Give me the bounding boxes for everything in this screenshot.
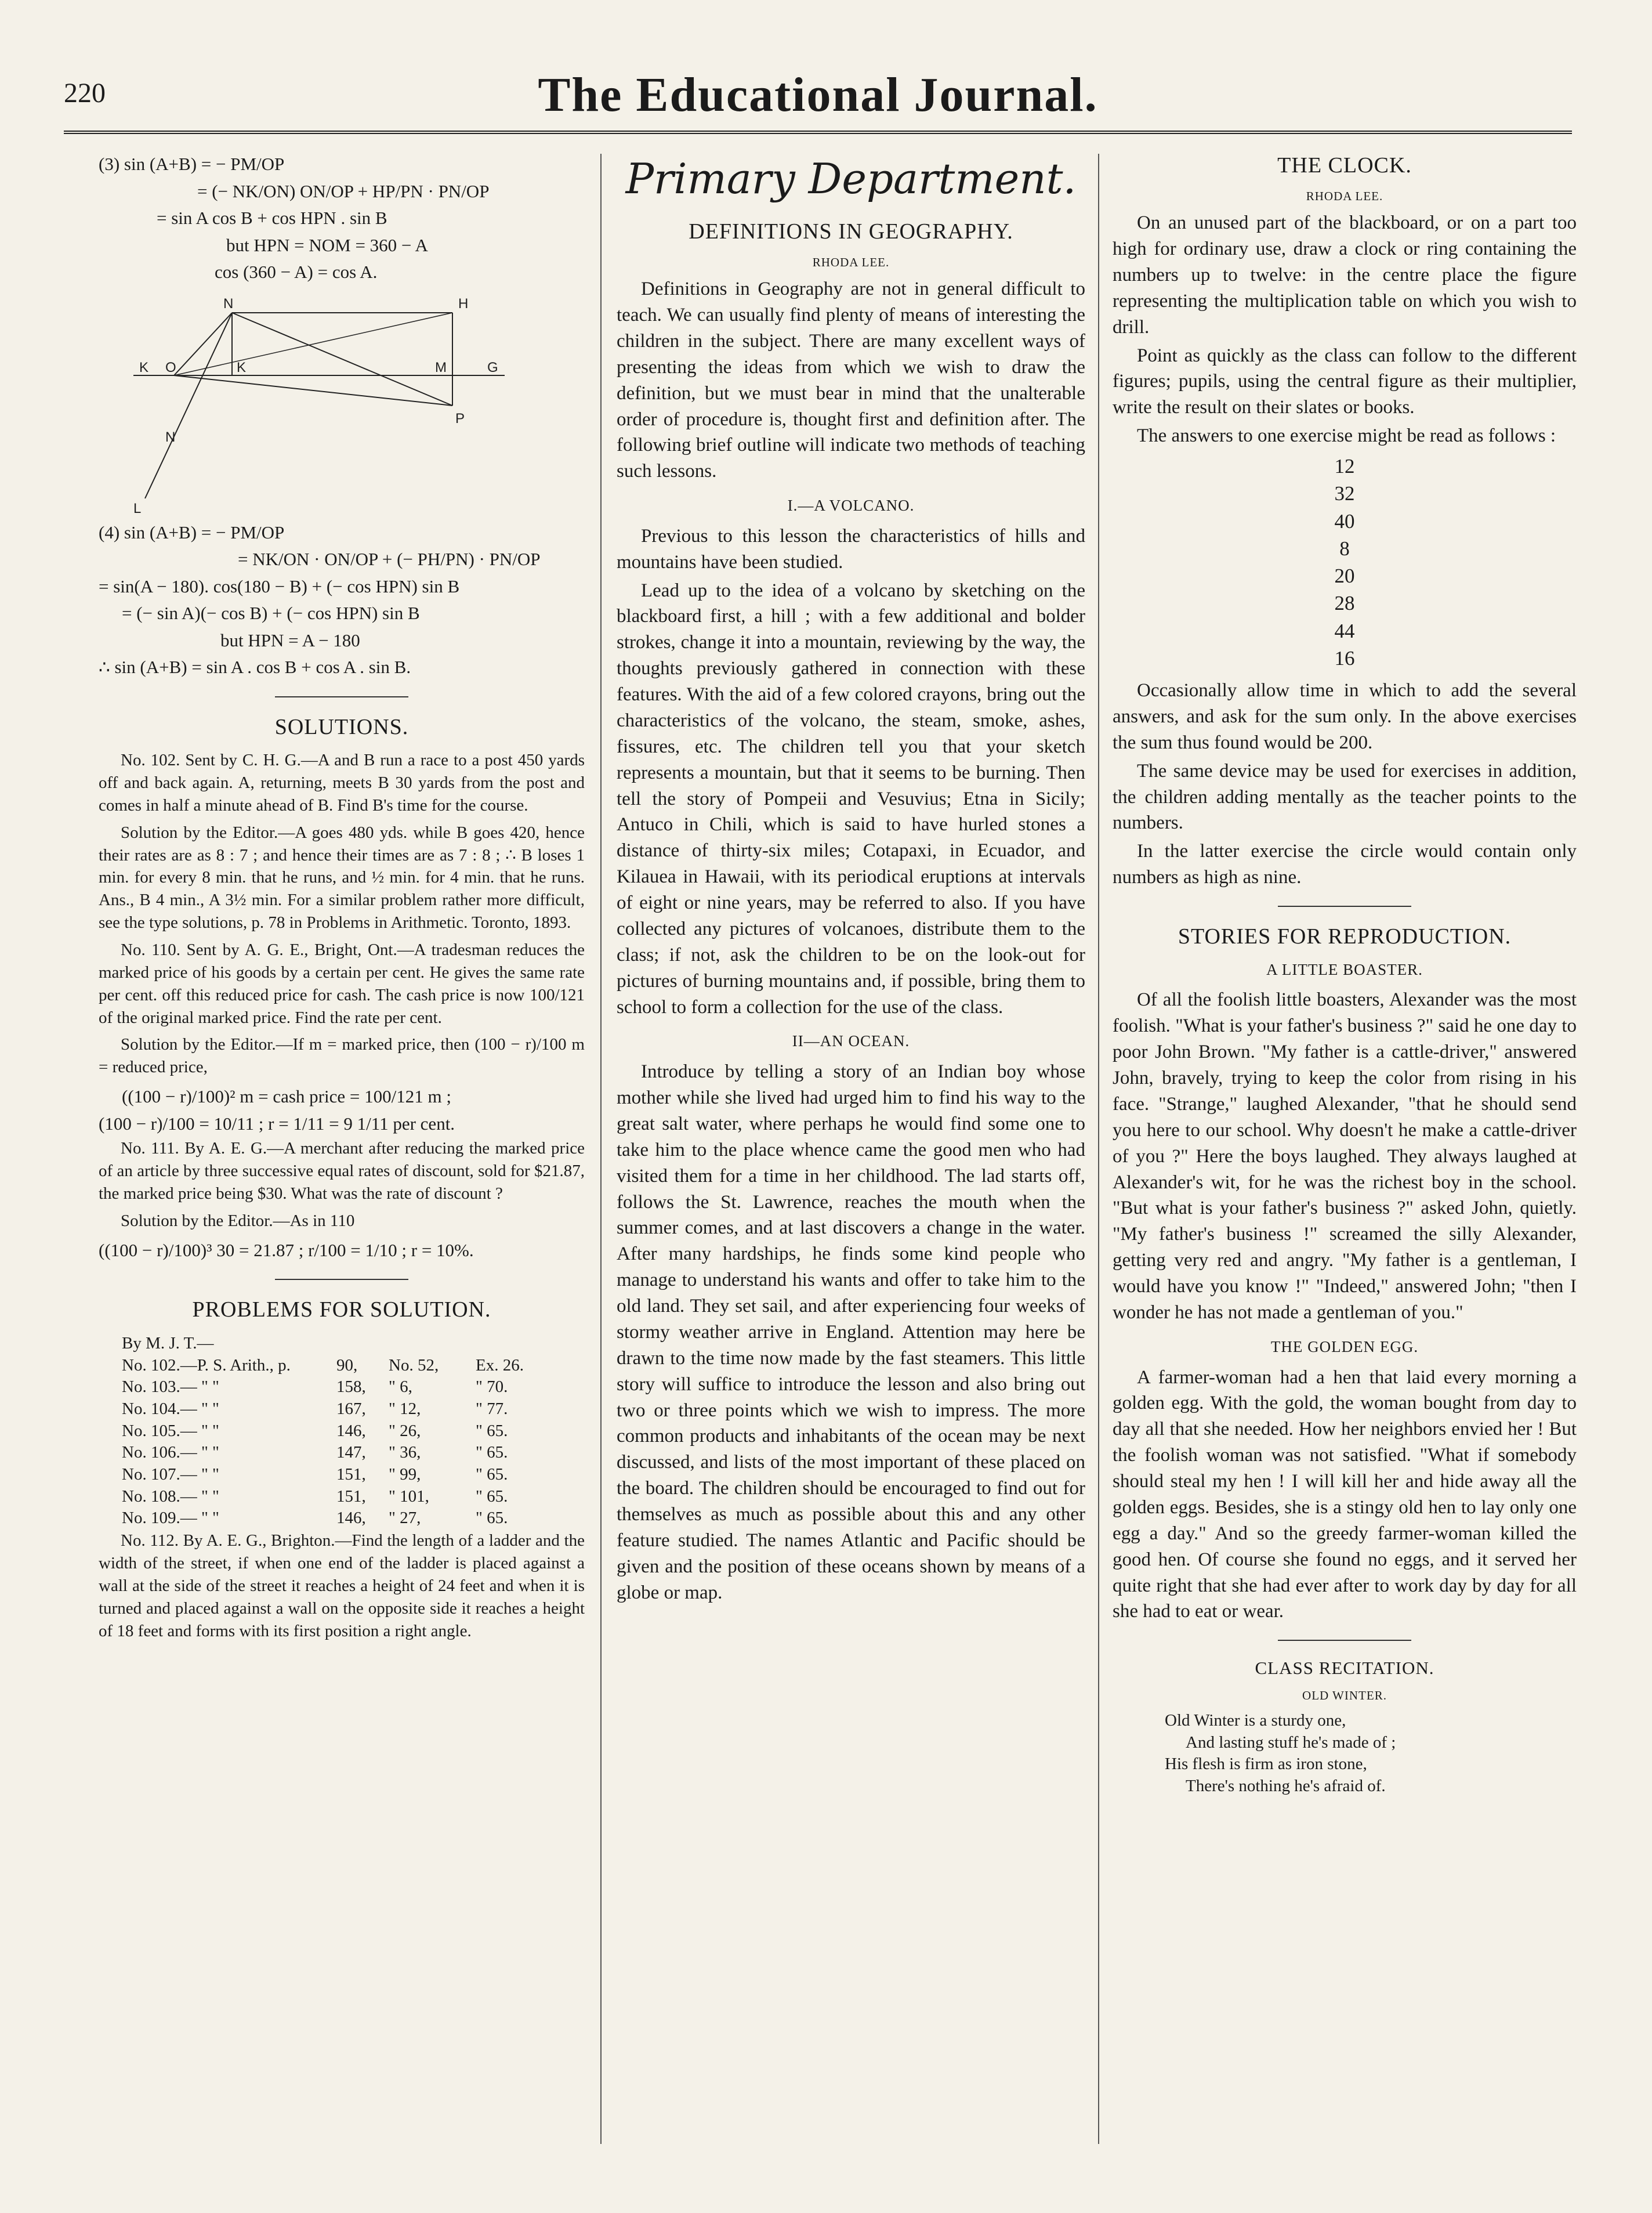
equation-line: but HPN = A − 180: [220, 630, 360, 650]
subsection-heading: II—AN OCEAN.: [792, 1032, 910, 1050]
equation-line: = (− sin A)(− cos B) + (− cos HPN) sin B: [122, 603, 420, 623]
problem-cell: No. 103.— " ": [122, 1377, 219, 1397]
problem-cell: " 65.: [476, 1509, 508, 1528]
journal-title: The Educational Journal.: [538, 68, 1098, 122]
article-paragraph: Definitions in Geography are not in general difficult to teach. We can usually find plenty of means of interesting the children in the subject. There are many excellent ways of presenting the ideas from which we wish to draw the definition, but we must bear in mind that the unalterable order of procedure is, thought first and definition after. The following brief outline will indicate two methods of teaching such lessons.: [617, 279, 1085, 482]
diagram-label: K: [139, 359, 149, 375]
poem-title: OLD WINTER.: [1302, 1688, 1387, 1703]
problem-cell: " 65.: [476, 1487, 508, 1506]
column-divider: [600, 154, 602, 2144]
article-paragraph: The same device may be used for exercises in addition, the children adding mentally as the teacher points to the numbers.: [1113, 760, 1577, 834]
diagram-label: K: [237, 359, 247, 375]
problem-paragraph: No. 112. By A. E. G., Brighton.—Find the length of a ladder and the width of the street, if when one end of the ladder is placed against a wall at the side of the street it reaches a height of 24 feet and when it is turned and placed against a wall on the opposite side it reaches a height of 18 feet and forms with its first position a right angle.: [99, 1531, 585, 1640]
problem-cell: " 65.: [476, 1443, 508, 1462]
problem-row: [122, 1355, 585, 1377]
problem-cell: 90,: [336, 1355, 358, 1375]
problem-cell: No. 104.— " ": [122, 1400, 219, 1419]
equation-line: ((100 − r)/100)² m = cash price = 100/121 m ;: [122, 1086, 451, 1107]
solutions-heading: SOLUTIONS.: [274, 714, 409, 739]
problem-cell: " 27,: [389, 1509, 421, 1528]
article-heading: DEFINITIONS IN GEOGRAPHY.: [689, 219, 1013, 244]
problem-row: [122, 1507, 585, 1529]
problem-row: [122, 1376, 585, 1398]
story-paragraph: Of all the foolish little boasters, Alexander was the most foolish. "What is your father's business ?" said he one day to poor John Brown. "My father is a cattle-driver," answered John, bravely, trying to keep the color from rising in his face. "Strange," laughed Alexander, "that he should send you here to our school. Why doesn't he make a cattle-driver of you ?" Here the boys laughed. They always laughed at Alexander's wit, for he was the richest boy in the school. "But what is your father's business ?" asked John, quietly. "My father's business !" screamed the silly Alexander, getting very red and angry. "My father is a gentleman, I would have you know !" "Indeed," answered John; "then I wonder he has not made a gentleman of you.": [1113, 989, 1577, 1323]
answer-number: 44: [1334, 619, 1355, 642]
problem-row: [122, 1442, 585, 1464]
article-byline: RHODA LEE.: [812, 255, 890, 269]
equation-line: (100 − r)/100 = 10/11 ; r = 1/11 = 9 1/11 per cent.: [99, 1113, 455, 1134]
solution-paragraph: Solution by the Editor.—If m = marked price, then (100 − r)/100 m = reduced price,: [99, 1035, 585, 1077]
problem-row: [122, 1420, 585, 1442]
article-paragraph: In the latter exercise the circle would contain only numbers as high as nine.: [1113, 841, 1577, 888]
problem-row: [122, 1486, 585, 1508]
equation-line: = (− NK/ON) ON/OP + HP/PN · PN/OP: [197, 180, 490, 201]
story-paragraph: A farmer-woman had a hen that laid every morning a golden egg. With the gold, the woman bought from day to day all that she needed. How her neighbors envied her ! But the foolish woman was not satisfied. "What if somebody should steal my hen ! I will kill her and hide away all the golden eggs. Besides, she is a stingy old hen to lay only one egg a day." And so the greedy farmer-woman killed the good hen. Of course she found no eggs, and it served her quite right that she had ever after to work day by day for all she had to eat or wear.: [1113, 1366, 1577, 1622]
problem-row: [122, 1464, 585, 1486]
problem-cell: No. 109.— " ": [122, 1509, 219, 1528]
poem-line: Old Winter is a sturdy one,: [1165, 1711, 1346, 1730]
column-right: [1113, 151, 1577, 1798]
problem-cell: " 36,: [389, 1443, 421, 1462]
poem: [1113, 1710, 1577, 1798]
article-paragraph: Previous to this lesson the characteristics of hills and mountains have been studied.: [617, 525, 1085, 573]
diagram-label: O: [165, 359, 176, 375]
answer-number: 8: [1339, 537, 1350, 560]
article-paragraph: Lead up to the idea of a volcano by sketching on the blackboard first, a hill ; with a few additional and bolder strokes, change it into a mountain, reviewing by the way, the thoughts previously gathered in connection with these features. With the aid of a few colored crayons, bring out the characteristics of the volcano, the steam, smoke, ashes, fissures, etc. The children tell you that your sketch represents a mountain, but that it seems to be burning. Then tell the story of Pompeii and Vesuvius; Etna in Sicily; Antuco in Chili, which is said to have hurled stones a distance of thirty-six miles; Cotapaxi, in Ecuador, and Kilauea in Hawaii, with its periodical eruptions at intervals of eight or nine years, may be referred to also. If you have collected any pictures of volcanoes, distribute them to the class; if not, ask the children to be on the look-out for pictures of burning mountains and, if possible, bring them to school to form a collection for the use of the class.: [617, 580, 1085, 1018]
poem-line: His flesh is firm as iron stone,: [1165, 1755, 1367, 1774]
equation-line: (4) sin (A+B) = − PM/OP: [99, 522, 285, 543]
problems-byline: By M. J. T.—: [122, 1333, 214, 1353]
solutions-section: [99, 749, 585, 1264]
answer-number: 20: [1334, 565, 1355, 588]
equation-line: = NK/ON · ON/OP + (− PH/PN) · PN/OP: [238, 549, 541, 569]
recitation-heading: CLASS RECITATION.: [1255, 1658, 1434, 1679]
problem-cell: 151,: [336, 1487, 366, 1506]
section-divider: [1278, 906, 1411, 907]
problem-cell: 151,: [336, 1465, 366, 1484]
equation-line: = sin A cos B + cos HPN . sin B: [157, 208, 387, 228]
answer-list: [1113, 453, 1577, 672]
diagram-label: L: [133, 500, 142, 516]
problem-cell: " 77.: [476, 1400, 508, 1419]
section-divider: [1278, 1640, 1411, 1641]
equation-line: cos (360 − A) = cos A.: [215, 262, 378, 282]
column-divider: [1098, 154, 1099, 2144]
problem-cell: No. 107.— " ": [122, 1465, 219, 1484]
article-paragraph: Occasionally allow time in which to add the several answers, and ask for the sum only. In the above exercises the sum thus found would be 200.: [1113, 680, 1577, 753]
subsection-heading: I.—A VOLCANO.: [787, 497, 915, 515]
problem-cell: 146,: [336, 1421, 366, 1440]
problem-cell: No. 105.— " ": [122, 1421, 219, 1440]
problem-cell: No. 108.— " ": [122, 1487, 219, 1506]
section-divider: [275, 1279, 408, 1280]
problems-heading: PROBLEMS FOR SOLUTION.: [192, 1297, 491, 1322]
problem-cell: " 101,: [389, 1487, 429, 1506]
problem-cell: 147,: [336, 1443, 366, 1462]
stories-heading: STORIES FOR REPRODUCTION.: [1178, 924, 1512, 949]
header-rule: [64, 131, 1572, 134]
answer-number: 40: [1334, 509, 1355, 533]
problem-row: [122, 1398, 585, 1420]
clock-heading: THE CLOCK.: [1277, 153, 1412, 178]
equation-line: = sin(A − 180). cos(180 − B) + (− cos HPN) sin B: [99, 576, 460, 596]
problem-cell: " 99,: [389, 1465, 421, 1484]
page-header: [64, 67, 1572, 125]
problem-cell: Ex. 26.: [476, 1355, 524, 1375]
diagram-label: G: [487, 359, 498, 375]
article-paragraph: Introduce by telling a story of an Indian boy whose mother while she lived had urged him to find his way to the great salt water, where perhaps he would find some one to take him to the place whence came the good men who had visited them for a time in her childhood. The lad starts off, follows the St. Lawrence, reaches the mouth when the summer comes, and at last discovers a change in the water. After many hardships, he finds some kind people who manage to understand his wants and offer to take him to the old land. They set sail, and after experiencing four weeks of stormy weather arrive in England. Attention may here be drawn to the time now made by the fast steamers. This little story will suffice to introduce the lesson and also bring out two or three points which we wish to impress. The more common products and inhabitants of the ocean may be next discussed, and lists of the most important of these placed on the board. The children should be encouraged to find out for themselves as much as possible about this and any other feature studied. The names Atlantic and Pacific should be given and the position of these oceans shown by means of a globe or map.: [617, 1061, 1085, 1603]
solution-paragraph: No. 110. Sent by A. G. E., Bright, Ont.—A tradesman reduces the marked price of his goods by a certain per cent. He gives the same rate per cent. off this reduced price for cash. The cash price is now 100/121 of the original marked price. Find the rate per cent.: [99, 941, 585, 1027]
column-middle: [617, 151, 1085, 1608]
diagram-label: P: [455, 410, 465, 426]
problem-cell: " 70.: [476, 1377, 508, 1397]
problem-cell: " 6,: [389, 1377, 412, 1397]
solution-paragraph: No. 102. Sent by C. H. G.—A and B run a race to a post 450 yards off and back again. A, returning, meets B 30 yards from the post and comes in half a minute ahead of B. Find B's time for the course.: [99, 751, 585, 815]
answer-number: 16: [1334, 646, 1355, 670]
department-title: Primary Department.: [625, 154, 1077, 203]
equation-block-3: [99, 151, 585, 286]
poem-line: There's nothing he's afraid of.: [1186, 1777, 1386, 1796]
equation-line: but HPN = NOM = 360 − A: [226, 234, 428, 255]
equation-line: (3) sin (A+B) = − PM/OP: [99, 154, 285, 174]
equation-line: ∴ sin (A+B) = sin A . cos B + cos A . sin B.: [99, 657, 411, 677]
solution-paragraph: No. 111. By A. E. G.—A merchant after reducing the marked price of an article by three successive equal rates of discount, sold for $21.87, the marked price being $30. What was the rate of discount ?: [99, 1139, 585, 1203]
problem-cell: " 65.: [476, 1465, 508, 1484]
diagram-label: N: [165, 429, 176, 445]
diagram-label: H: [458, 295, 469, 312]
problem-cell: " 26,: [389, 1421, 421, 1440]
article-paragraph: Point as quickly as the class can follow to the different figures; pupils, using the central figure as their multiplier, write the result on their slates or books.: [1113, 345, 1577, 418]
problem-cell: " 65.: [476, 1421, 508, 1440]
article-paragraph: On an unused part of the blackboard, or on a part too high for ordinary use, draw a clock or ring containing the numbers up to twelve: in the centre place the figure representing the multiplication table on which you wish to drill.: [1113, 212, 1577, 338]
problem-cell: 146,: [336, 1509, 366, 1528]
problem-cell: No. 106.— " ": [122, 1443, 219, 1462]
equation-block-4: [99, 519, 585, 681]
geometry-diagram: [122, 290, 528, 516]
page-number: 220: [64, 78, 106, 109]
problem-cell: 158,: [336, 1377, 366, 1397]
solution-paragraph: Solution by the Editor.—As in 110: [121, 1211, 355, 1230]
problem-cell: No. 52,: [389, 1355, 439, 1375]
section-divider: [275, 696, 408, 697]
equation-line: ((100 − r)/100)³ 30 = 21.87 ; r/100 = 1/10 ; r = 10%.: [99, 1239, 474, 1260]
story-title: A LITTLE BOASTER.: [1266, 960, 1423, 978]
story-title: THE GOLDEN EGG.: [1270, 1337, 1419, 1355]
solution-paragraph: Solution by the Editor.—A goes 480 yds. while B goes 420, hence their rates are as 8 : 7 ; and hence their times are as 7 : 8 ; ∴ B loses 1 min. for every 8 min. that he runs, and ½ min. for 4 min. that he runs. Ans., B 4 min., A 3½ min. For a similar problem rather more difficult, see the type solutions, p. 78 in Problems in Arithmetic. Toronto, 1893.: [99, 823, 585, 932]
answer-number: 28: [1334, 592, 1355, 615]
problem-cell: No. 102.—P. S. Arith., p.: [122, 1355, 291, 1375]
article-paragraph: The answers to one exercise might be read as follows :: [1137, 425, 1556, 447]
problem-cell: 167,: [336, 1400, 366, 1419]
poem-line: And lasting stuff he's made of ;: [1186, 1733, 1396, 1752]
problems-list: [99, 1355, 585, 1530]
clock-byline: RHODA LEE.: [1306, 189, 1383, 203]
diagram-label: N: [223, 295, 234, 312]
answer-number: 32: [1334, 482, 1355, 505]
answer-number: 12: [1334, 455, 1355, 478]
column-left: [99, 151, 585, 1647]
diagram-label: M: [435, 359, 447, 375]
problem-cell: " 12,: [389, 1400, 421, 1419]
problems-section: [99, 1332, 585, 1643]
